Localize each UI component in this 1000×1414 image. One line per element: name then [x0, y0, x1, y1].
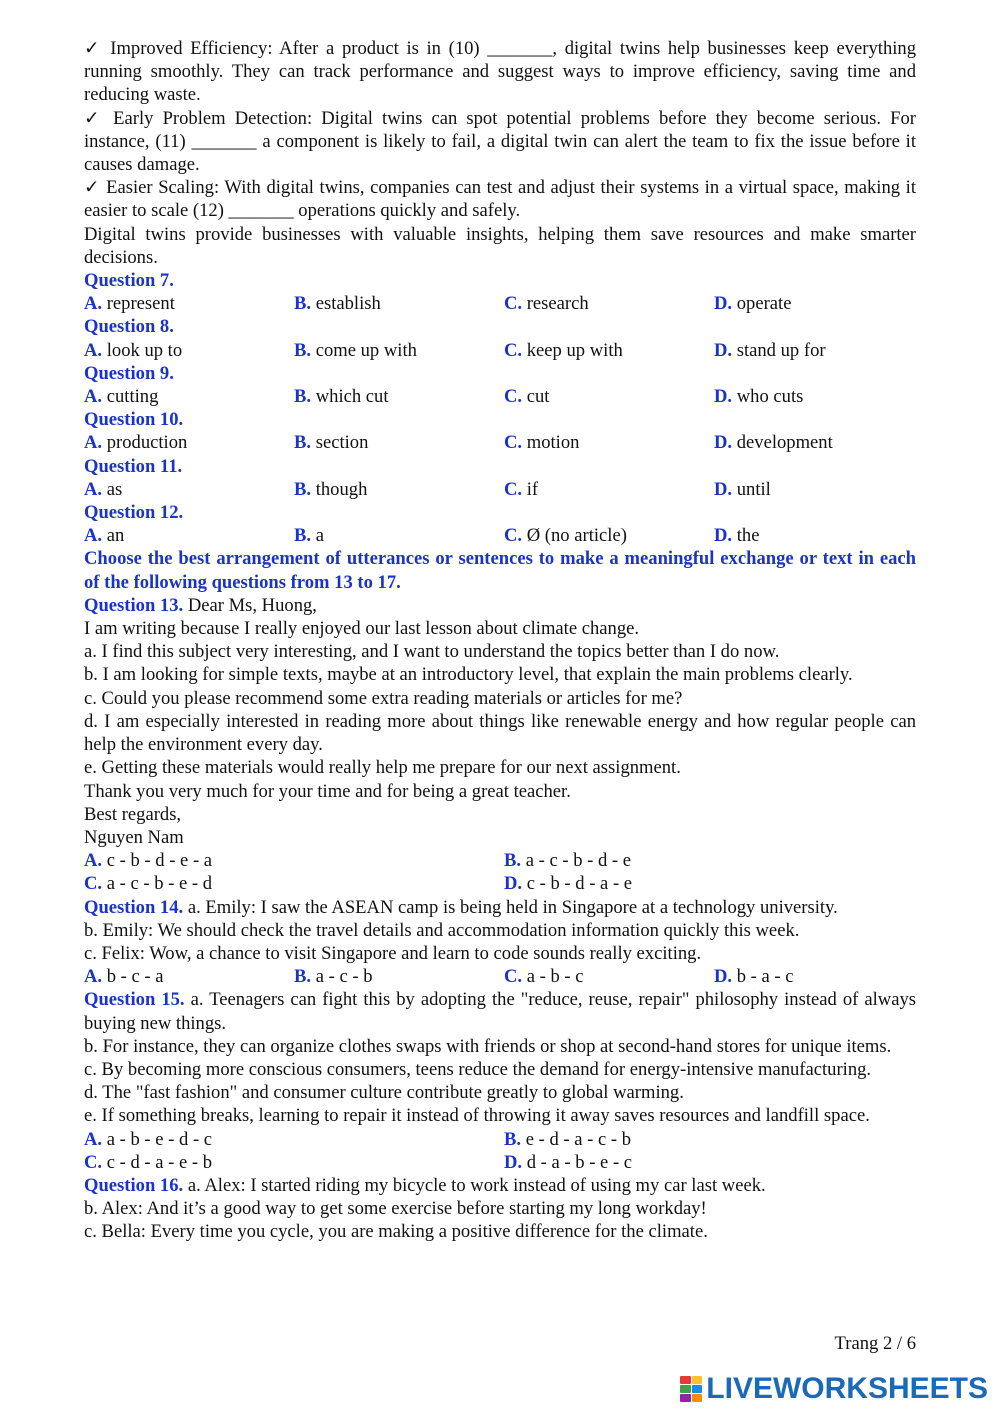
logo-mark-icon: [680, 1376, 702, 1402]
answer-option[interactable]: [294, 385, 504, 408]
option-text: a - c - b - d - e: [525, 850, 632, 872]
sentence-line: c. Felix: Wow, a chance to visit Singapore and learn to code sounds really exciting.: [84, 942, 702, 964]
option-letter: D.: [714, 339, 733, 361]
option-text: c - b - d - a - e: [526, 873, 633, 895]
answer-options: [84, 872, 916, 895]
option-letter: B.: [504, 850, 522, 872]
option-letter: A.: [84, 1128, 103, 1150]
answer-option[interactable]: [294, 965, 504, 988]
answer-option[interactable]: [84, 431, 294, 454]
question-label: Question 7.: [84, 270, 174, 292]
option-letter: D.: [714, 478, 733, 500]
sentence-line: a. Teenagers can fight this by adopting the "reduce, reuse, repair" philosophy instead of always buying new things.: [84, 989, 917, 1034]
answer-option[interactable]: [504, 478, 714, 501]
answer-option[interactable]: [504, 1128, 916, 1151]
option-letter: D.: [714, 293, 733, 315]
option-letter: A.: [84, 525, 103, 547]
answer-option[interactable]: [294, 478, 504, 501]
answer-option[interactable]: [504, 431, 714, 454]
option-text: who cuts: [736, 386, 804, 408]
option-letter: C.: [504, 478, 523, 500]
answer-option[interactable]: [504, 849, 916, 872]
answer-option[interactable]: [84, 965, 294, 988]
passage-improved-efficiency: ✓ Improved Efficiency: After a product is in (10) _______, digital twins help businesses keep everything running smoothly. They can track performance and suggest ways to improve efficiency, saving time and reducing waste.: [84, 38, 916, 106]
question-14: [84, 896, 916, 989]
option-text: production: [106, 432, 188, 454]
question-label: Question 11.: [84, 455, 183, 477]
option-letter: B.: [294, 432, 312, 454]
option-letter: D.: [504, 873, 523, 895]
option-letter: D.: [714, 966, 733, 988]
sentence-line: a. Emily: I saw the ASEAN camp is being held in Singapore at a technology university.: [187, 896, 838, 918]
answer-option[interactable]: [84, 292, 294, 315]
option-text: e - d - a - c - b: [525, 1128, 632, 1150]
option-text: a - c - b - e - d: [106, 873, 213, 895]
option-text: stand up for: [736, 339, 826, 361]
option-letter: A.: [84, 386, 103, 408]
answer-option[interactable]: [294, 292, 504, 315]
letter-line: c. Could you please recommend some extra reading materials or articles for me?: [84, 687, 683, 709]
option-text: look up to: [106, 339, 183, 361]
option-text: motion: [526, 432, 580, 454]
option-text: a: [315, 525, 324, 547]
multiple-choice-questions: [84, 269, 916, 547]
question-label: Question 10.: [84, 409, 184, 431]
letter-line: a. I find this subject very interesting, and I want to understand the topics better than I do now.: [84, 641, 780, 663]
option-letter: D.: [714, 432, 733, 454]
answer-option[interactable]: [504, 292, 714, 315]
sentence-line: b. Emily: We should check the travel details and accommodation information quickly this week.: [84, 919, 800, 941]
option-letter: A.: [84, 293, 103, 315]
sentence-line: d. The "fast fashion" and consumer culture contribute greatly to global warming.: [84, 1082, 684, 1104]
option-text: though: [315, 478, 368, 500]
question-label: Question 13.: [84, 594, 184, 616]
option-text: a - c - b: [315, 966, 373, 988]
question-15: [84, 988, 916, 1174]
letter-line: d. I am especially interested in reading more about things like renewable energy and how regular people can help the environment every day.: [84, 710, 916, 756]
option-text: if: [526, 478, 539, 500]
sentence-line: b. For instance, they can organize clothes swaps with friends or shop at second-hand stores for unique items.: [84, 1035, 892, 1057]
answer-option[interactable]: [714, 292, 916, 315]
option-text: Ø (no article): [526, 525, 627, 547]
option-text: b - a - c: [736, 966, 794, 988]
section-instruction: Choose the best arrangement of utterances or sentences to make a meaningful exchange or text in each of the following questions from 13 to 17.: [84, 548, 916, 593]
option-letter: B.: [294, 339, 312, 361]
letter-line: Thank you very much for your time and for being a great teacher.: [84, 780, 571, 802]
answer-option[interactable]: [504, 872, 916, 895]
option-text: which cut: [315, 386, 389, 408]
answer-options: [84, 292, 916, 315]
option-letter: D.: [714, 386, 733, 408]
question-13: [84, 594, 916, 896]
option-letter: A.: [84, 966, 103, 988]
option-text: operate: [736, 293, 792, 315]
answer-option[interactable]: [84, 478, 294, 501]
answer-options: [84, 478, 916, 501]
answer-option[interactable]: [84, 524, 294, 547]
logo-block: [680, 1385, 691, 1393]
sentence-line: c. Bella: Every time you cycle, you are making a positive difference for the climate.: [84, 1221, 708, 1243]
option-letter: C.: [504, 386, 523, 408]
option-text: c - b - d - e - a: [106, 850, 213, 872]
liveworksheets-logo: [680, 1374, 988, 1404]
logo-block: [692, 1385, 703, 1393]
answer-option[interactable]: [294, 524, 504, 547]
option-text: until: [736, 478, 771, 500]
answer-option[interactable]: [84, 1151, 504, 1174]
answer-option[interactable]: [714, 385, 916, 408]
answer-option[interactable]: [504, 1151, 916, 1174]
option-text: research: [526, 293, 589, 315]
option-text: d - a - b - e - c: [526, 1151, 633, 1173]
page-number: Trang 2 / 6: [834, 1333, 916, 1354]
answer-option[interactable]: [294, 431, 504, 454]
option-letter: C.: [504, 339, 523, 361]
option-text: represent: [106, 293, 175, 315]
answer-option[interactable]: [504, 965, 714, 988]
option-text: section: [315, 432, 369, 454]
letter-line: Nguyen Nam: [84, 826, 184, 848]
answer-option[interactable]: [714, 478, 916, 501]
option-letter: B.: [294, 966, 312, 988]
option-text: b - c - a: [106, 966, 164, 988]
answer-option[interactable]: [294, 339, 504, 362]
answer-option[interactable]: [504, 524, 714, 547]
answer-option[interactable]: [84, 385, 294, 408]
option-text: come up with: [315, 339, 417, 361]
option-letter: B.: [294, 293, 312, 315]
option-text: establish: [315, 293, 381, 315]
letter-line: e. Getting these materials would really help me prepare for our next assignment.: [84, 757, 681, 779]
answer-options: [84, 849, 916, 872]
option-letter: A.: [84, 478, 103, 500]
letter-line: I am writing because I really enjoyed our last lesson about climate change.: [84, 618, 640, 640]
option-letter: D.: [714, 525, 733, 547]
answer-options: [84, 1151, 916, 1174]
option-text: c - d - a - e - b: [106, 1151, 213, 1173]
option-text: development: [736, 432, 833, 454]
worksheet-page: [84, 37, 916, 1244]
answer-option[interactable]: [84, 849, 504, 872]
question-label: Question 15.: [84, 989, 185, 1011]
option-letter: C.: [504, 293, 523, 315]
passage-easier-scaling: ✓ Easier Scaling: With digital twins, companies can test and adjust their systems in a virtual space, making it easier to scale (12) _______ operations quickly and safely.: [84, 177, 916, 222]
question-label: Question 12.: [84, 502, 184, 524]
passage-closing: Digital twins provide businesses with valuable insights, helping them save resources and make smarter decisions.: [84, 223, 916, 268]
letter-line: b. I am looking for simple texts, maybe at an introductory level, that explain the main problems clearly.: [84, 664, 853, 686]
option-letter: B.: [294, 386, 312, 408]
answer-options: [84, 339, 916, 362]
answer-option[interactable]: [714, 339, 916, 362]
option-text: a - b - c: [526, 966, 584, 988]
answer-option[interactable]: [504, 339, 714, 362]
logo-block: [680, 1376, 691, 1384]
answer-option[interactable]: [84, 872, 504, 895]
option-letter: B.: [294, 478, 312, 500]
option-letter: C.: [504, 432, 523, 454]
option-letter: A.: [84, 432, 103, 454]
sentence-line: e. If something breaks, learning to repair it instead of throwing it away saves resources and landfill space.: [84, 1105, 870, 1127]
sentence-line: b. Alex: And it’s a good way to get some exercise before starting my long workday!: [84, 1198, 707, 1220]
question-label: Question 8.: [84, 316, 174, 338]
answer-options: [84, 1128, 916, 1151]
answer-option[interactable]: [714, 431, 916, 454]
option-text: as: [106, 478, 123, 500]
sentence-line: a. Alex: I started riding my bicycle to work instead of using my car last week.: [187, 1174, 766, 1196]
question-label: Question 14.: [84, 896, 184, 918]
option-letter: D.: [504, 1151, 523, 1173]
option-letter: A.: [84, 339, 103, 361]
option-text: the: [736, 525, 760, 547]
option-text: keep up with: [526, 339, 623, 361]
question-16: [84, 1174, 916, 1244]
logo-text: LIVEWORKSHEETS: [706, 1372, 988, 1405]
answer-options: [84, 385, 916, 408]
answer-options: [84, 431, 916, 454]
question-label: Question 16.: [84, 1174, 184, 1196]
option-text: an: [106, 525, 125, 547]
logo-block: [680, 1394, 691, 1402]
option-text: cutting: [106, 386, 159, 408]
letter-greeting: Dear Ms, Huong,: [187, 594, 317, 616]
answer-option[interactable]: [714, 965, 916, 988]
option-letter: C.: [84, 873, 103, 895]
answer-options: [84, 524, 916, 547]
option-letter: A.: [84, 850, 103, 872]
answer-option[interactable]: [84, 339, 294, 362]
option-letter: C.: [84, 1151, 103, 1173]
question-label: Question 9.: [84, 362, 174, 384]
option-letter: C.: [504, 525, 523, 547]
letter-line: Best regards,: [84, 803, 182, 825]
option-letter: B.: [504, 1128, 522, 1150]
sentence-line: c. By becoming more conscious consumers, teens reduce the demand for energy-intensive manufacturing.: [84, 1058, 872, 1080]
answer-option[interactable]: [714, 524, 916, 547]
answer-option[interactable]: [504, 385, 714, 408]
option-text: cut: [526, 386, 550, 408]
answer-options: [84, 965, 916, 988]
passage-early-detection: ✓ Early Problem Detection: Digital twins can spot potential problems before they become serious. For instance, (11) _______ a component is likely to fail, a digital twin can alert the team to fix the issue before it causes damage.: [84, 107, 916, 176]
logo-block: [692, 1394, 703, 1402]
logo-block: [692, 1376, 703, 1384]
answer-option[interactable]: [84, 1128, 504, 1151]
option-text: a - b - e - d - c: [106, 1128, 213, 1150]
option-letter: B.: [294, 525, 312, 547]
option-letter: C.: [504, 966, 523, 988]
